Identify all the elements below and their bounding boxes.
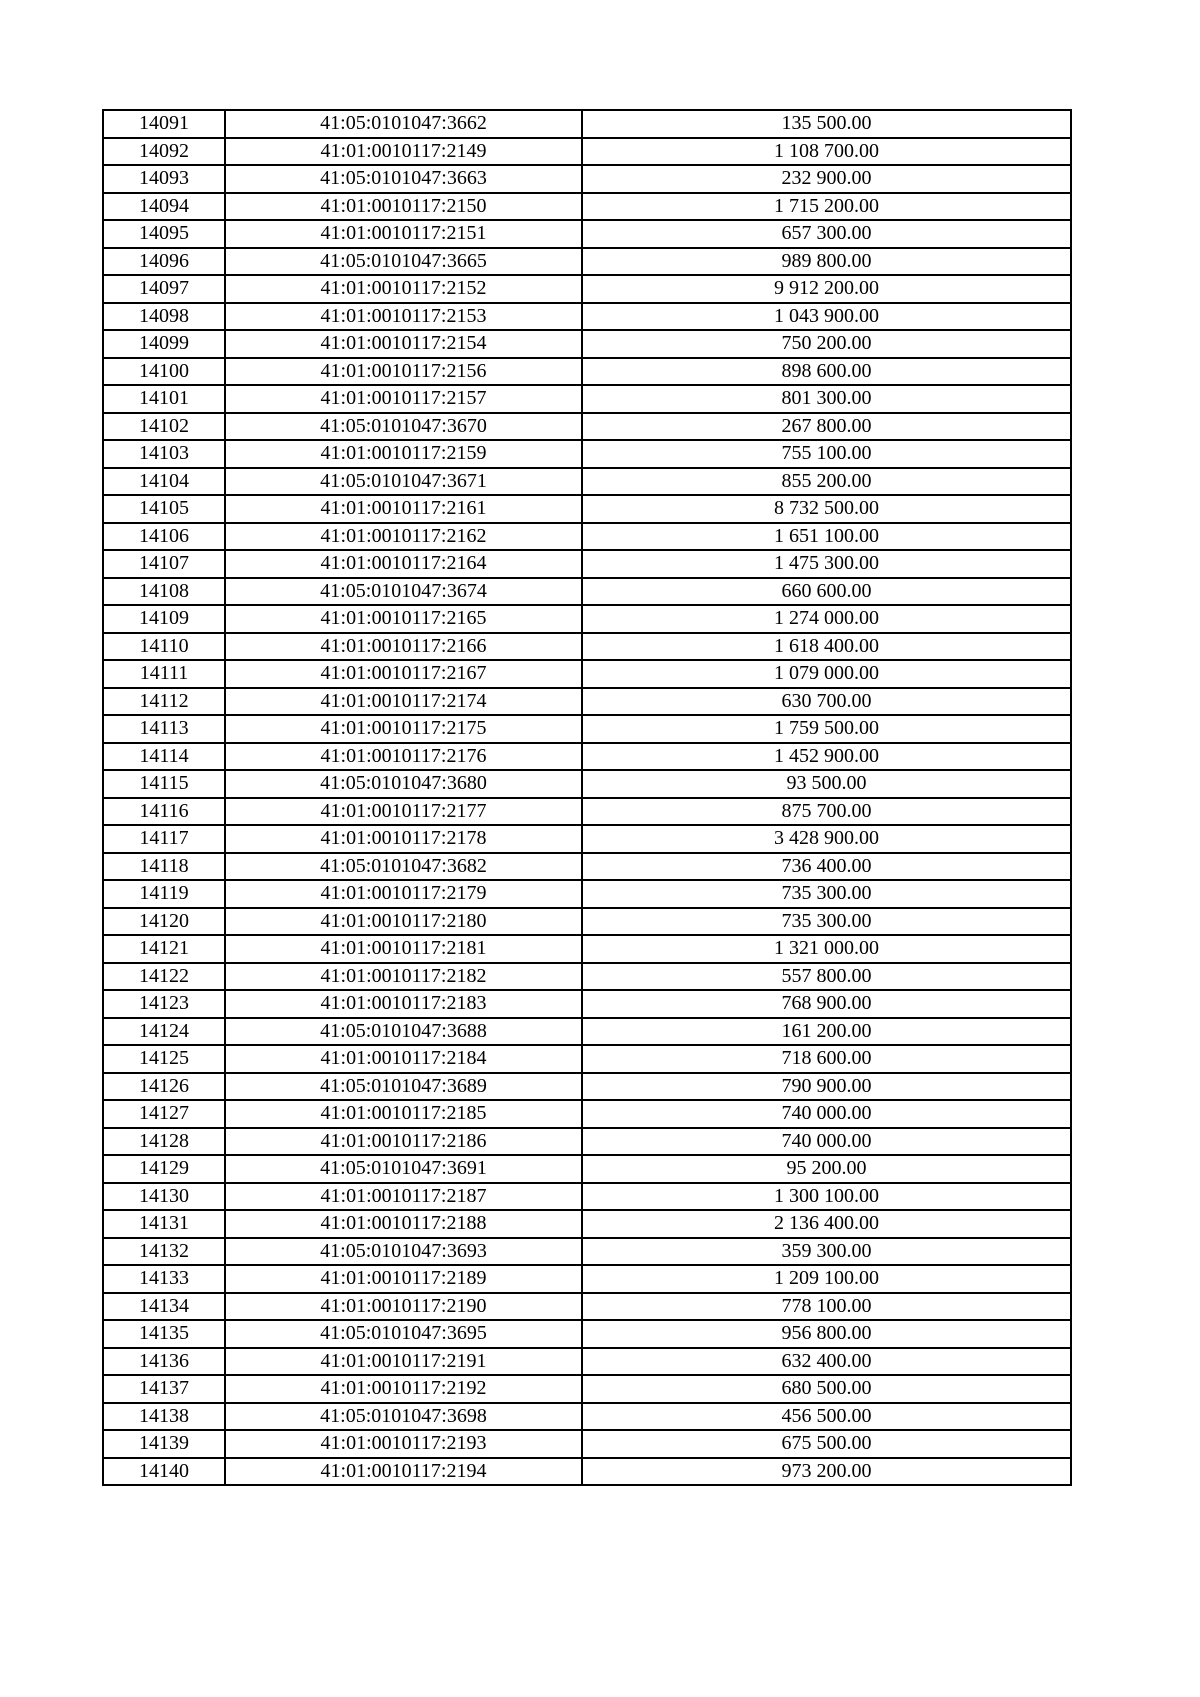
cadastral-number-cell: 41:01:0010117:2176 bbox=[225, 743, 582, 771]
table-row bbox=[103, 1348, 1071, 1376]
cadastral-value-cell: 1 108 700.00 bbox=[582, 138, 1071, 166]
cadastral-number-cell: 41:05:0101047:3691 bbox=[225, 1155, 582, 1183]
cadastral-value-cell: 1 321 000.00 bbox=[582, 935, 1071, 963]
cadastral-number-cell: 41:05:0101047:3688 bbox=[225, 1018, 582, 1046]
cadastral-value-cell: 675 500.00 bbox=[582, 1430, 1071, 1458]
cadastral-value-cell: 557 800.00 bbox=[582, 963, 1071, 991]
table-row bbox=[103, 1100, 1071, 1128]
cadastral-value-cell: 956 800.00 bbox=[582, 1320, 1071, 1348]
cadastral-value-cell: 1 759 500.00 bbox=[582, 715, 1071, 743]
row-number-cell: 14108 bbox=[103, 578, 225, 606]
row-number-cell: 14126 bbox=[103, 1073, 225, 1101]
cadastral-number-cell: 41:01:0010117:2162 bbox=[225, 523, 582, 551]
row-number-cell: 14119 bbox=[103, 880, 225, 908]
cadastral-number-cell: 41:01:0010117:2181 bbox=[225, 935, 582, 963]
cadastral-value-cell: 855 200.00 bbox=[582, 468, 1071, 496]
cadastral-number-cell: 41:01:0010117:2185 bbox=[225, 1100, 582, 1128]
table-row bbox=[103, 110, 1071, 138]
cadastral-number-cell: 41:05:0101047:3682 bbox=[225, 853, 582, 881]
row-number-cell: 14113 bbox=[103, 715, 225, 743]
row-number-cell: 14125 bbox=[103, 1045, 225, 1073]
cadastral-value-cell: 989 800.00 bbox=[582, 248, 1071, 276]
cadastral-value-cell: 660 600.00 bbox=[582, 578, 1071, 606]
row-number-cell: 14135 bbox=[103, 1320, 225, 1348]
table-row bbox=[103, 193, 1071, 221]
cadastral-value-cell: 755 100.00 bbox=[582, 440, 1071, 468]
table-row bbox=[103, 990, 1071, 1018]
table-row bbox=[103, 1045, 1071, 1073]
row-number-cell: 14092 bbox=[103, 138, 225, 166]
row-number-cell: 14138 bbox=[103, 1403, 225, 1431]
cadastral-value-cell: 1 274 000.00 bbox=[582, 605, 1071, 633]
row-number-cell: 14121 bbox=[103, 935, 225, 963]
cadastral-number-cell: 41:01:0010117:2177 bbox=[225, 798, 582, 826]
cadastral-number-cell: 41:01:0010117:2159 bbox=[225, 440, 582, 468]
cadastral-number-cell: 41:01:0010117:2167 bbox=[225, 660, 582, 688]
cadastral-value-cell: 1 651 100.00 bbox=[582, 523, 1071, 551]
cadastral-number-cell: 41:01:0010117:2153 bbox=[225, 303, 582, 331]
row-number-cell: 14094 bbox=[103, 193, 225, 221]
row-number-cell: 14137 bbox=[103, 1375, 225, 1403]
table-row bbox=[103, 1293, 1071, 1321]
table-row bbox=[103, 1265, 1071, 1293]
cadastral-value-cell: 632 400.00 bbox=[582, 1348, 1071, 1376]
cadastral-value-cell: 1 475 300.00 bbox=[582, 550, 1071, 578]
cadastral-number-cell: 41:01:0010117:2174 bbox=[225, 688, 582, 716]
row-number-cell: 14133 bbox=[103, 1265, 225, 1293]
table-row bbox=[103, 413, 1071, 441]
table-row bbox=[103, 688, 1071, 716]
cadastral-value-cell: 778 100.00 bbox=[582, 1293, 1071, 1321]
row-number-cell: 14103 bbox=[103, 440, 225, 468]
row-number-cell: 14134 bbox=[103, 1293, 225, 1321]
table-row bbox=[103, 660, 1071, 688]
table-row bbox=[103, 303, 1071, 331]
cadastral-value-cell: 93 500.00 bbox=[582, 770, 1071, 798]
cadastral-number-cell: 41:01:0010117:2179 bbox=[225, 880, 582, 908]
cadastral-value-cell: 657 300.00 bbox=[582, 220, 1071, 248]
row-number-cell: 14130 bbox=[103, 1183, 225, 1211]
cadastral-value-cell: 1 043 900.00 bbox=[582, 303, 1071, 331]
cadastral-number-cell: 41:01:0010117:2189 bbox=[225, 1265, 582, 1293]
cadastral-value-cell: 718 600.00 bbox=[582, 1045, 1071, 1073]
cadastral-number-cell: 41:05:0101047:3670 bbox=[225, 413, 582, 441]
row-number-cell: 14097 bbox=[103, 275, 225, 303]
cadastral-value-cell: 875 700.00 bbox=[582, 798, 1071, 826]
cadastral-number-cell: 41:05:0101047:3680 bbox=[225, 770, 582, 798]
cadastral-number-cell: 41:01:0010117:2156 bbox=[225, 358, 582, 386]
row-number-cell: 14140 bbox=[103, 1458, 225, 1486]
cadastral-value-cell: 790 900.00 bbox=[582, 1073, 1071, 1101]
cadastral-number-cell: 41:01:0010117:2166 bbox=[225, 633, 582, 661]
row-number-cell: 14124 bbox=[103, 1018, 225, 1046]
cadastral-number-cell: 41:05:0101047:3663 bbox=[225, 165, 582, 193]
cadastral-value-cell: 1 209 100.00 bbox=[582, 1265, 1071, 1293]
cadastral-number-cell: 41:01:0010117:2165 bbox=[225, 605, 582, 633]
cadastral-number-cell: 41:01:0010117:2154 bbox=[225, 330, 582, 358]
table-row bbox=[103, 770, 1071, 798]
cadastral-value-cell: 3 428 900.00 bbox=[582, 825, 1071, 853]
cadastral-value-cell: 1 715 200.00 bbox=[582, 193, 1071, 221]
table-row bbox=[103, 743, 1071, 771]
row-number-cell: 14106 bbox=[103, 523, 225, 551]
cadastral-value-cell: 2 136 400.00 bbox=[582, 1210, 1071, 1238]
cadastral-value-cell: 1 300 100.00 bbox=[582, 1183, 1071, 1211]
cadastral-number-cell: 41:05:0101047:3698 bbox=[225, 1403, 582, 1431]
table-row bbox=[103, 1128, 1071, 1156]
row-number-cell: 14091 bbox=[103, 110, 225, 138]
row-number-cell: 14111 bbox=[103, 660, 225, 688]
cadastral-value-cell: 359 300.00 bbox=[582, 1238, 1071, 1266]
table-row bbox=[103, 578, 1071, 606]
row-number-cell: 14101 bbox=[103, 385, 225, 413]
cadastral-number-cell: 41:05:0101047:3665 bbox=[225, 248, 582, 276]
cadastral-number-cell: 41:01:0010117:2150 bbox=[225, 193, 582, 221]
table-row bbox=[103, 1210, 1071, 1238]
table-row bbox=[103, 550, 1071, 578]
cadastral-number-cell: 41:01:0010117:2188 bbox=[225, 1210, 582, 1238]
row-number-cell: 14104 bbox=[103, 468, 225, 496]
row-number-cell: 14122 bbox=[103, 963, 225, 991]
row-number-cell: 14105 bbox=[103, 495, 225, 523]
cadastral-value-cell: 973 200.00 bbox=[582, 1458, 1071, 1486]
table-row bbox=[103, 825, 1071, 853]
table-row bbox=[103, 1073, 1071, 1101]
row-number-cell: 14116 bbox=[103, 798, 225, 826]
cadastral-number-cell: 41:05:0101047:3693 bbox=[225, 1238, 582, 1266]
table-row bbox=[103, 523, 1071, 551]
row-number-cell: 14098 bbox=[103, 303, 225, 331]
row-number-cell: 14132 bbox=[103, 1238, 225, 1266]
table-row bbox=[103, 248, 1071, 276]
cadastral-number-cell: 41:05:0101047:3662 bbox=[225, 110, 582, 138]
table-row bbox=[103, 633, 1071, 661]
cadastral-value-cell: 9 912 200.00 bbox=[582, 275, 1071, 303]
table-row bbox=[103, 1238, 1071, 1266]
table-row bbox=[103, 853, 1071, 881]
row-number-cell: 14115 bbox=[103, 770, 225, 798]
cadastral-number-cell: 41:01:0010117:2164 bbox=[225, 550, 582, 578]
row-number-cell: 14096 bbox=[103, 248, 225, 276]
table-row bbox=[103, 1183, 1071, 1211]
cadastral-number-cell: 41:01:0010117:2161 bbox=[225, 495, 582, 523]
table-row bbox=[103, 1403, 1071, 1431]
cadastral-number-cell: 41:01:0010117:2175 bbox=[225, 715, 582, 743]
table-row bbox=[103, 1155, 1071, 1183]
cadastral-value-cell: 740 000.00 bbox=[582, 1128, 1071, 1156]
cadastral-value-cell: 1 618 400.00 bbox=[582, 633, 1071, 661]
table-row bbox=[103, 138, 1071, 166]
table-row bbox=[103, 358, 1071, 386]
cadastral-number-cell: 41:01:0010117:2183 bbox=[225, 990, 582, 1018]
cadastral-value-cell: 232 900.00 bbox=[582, 165, 1071, 193]
cadastral-number-cell: 41:05:0101047:3689 bbox=[225, 1073, 582, 1101]
table-row bbox=[103, 880, 1071, 908]
cadastral-value-cell: 801 300.00 bbox=[582, 385, 1071, 413]
row-number-cell: 14112 bbox=[103, 688, 225, 716]
row-number-cell: 14107 bbox=[103, 550, 225, 578]
table-row bbox=[103, 440, 1071, 468]
cadastral-value-cell: 135 500.00 bbox=[582, 110, 1071, 138]
cadastral-number-cell: 41:01:0010117:2187 bbox=[225, 1183, 582, 1211]
table-row bbox=[103, 1430, 1071, 1458]
table-row bbox=[103, 715, 1071, 743]
table-row bbox=[103, 1320, 1071, 1348]
cadastral-value-cell: 768 900.00 bbox=[582, 990, 1071, 1018]
row-number-cell: 14131 bbox=[103, 1210, 225, 1238]
table-row bbox=[103, 495, 1071, 523]
cadastral-number-cell: 41:01:0010117:2151 bbox=[225, 220, 582, 248]
cadastral-value-cell: 161 200.00 bbox=[582, 1018, 1071, 1046]
table-row bbox=[103, 275, 1071, 303]
row-number-cell: 14127 bbox=[103, 1100, 225, 1128]
cadastral-value-cell: 1 452 900.00 bbox=[582, 743, 1071, 771]
table-row bbox=[103, 1375, 1071, 1403]
cadastral-value-cell: 630 700.00 bbox=[582, 688, 1071, 716]
cadastral-value-cell: 750 200.00 bbox=[582, 330, 1071, 358]
table-row bbox=[103, 1018, 1071, 1046]
row-number-cell: 14095 bbox=[103, 220, 225, 248]
cadastral-number-cell: 41:01:0010117:2182 bbox=[225, 963, 582, 991]
row-number-cell: 14117 bbox=[103, 825, 225, 853]
table-row bbox=[103, 165, 1071, 193]
cadastral-value-cell: 456 500.00 bbox=[582, 1403, 1071, 1431]
cadastral-number-cell: 41:01:0010117:2180 bbox=[225, 908, 582, 936]
table-body bbox=[103, 110, 1071, 1485]
cadastral-number-cell: 41:01:0010117:2191 bbox=[225, 1348, 582, 1376]
cadastral-value-cell: 735 300.00 bbox=[582, 880, 1071, 908]
table-row bbox=[103, 385, 1071, 413]
cadastral-number-cell: 41:01:0010117:2157 bbox=[225, 385, 582, 413]
cadastral-number-cell: 41:05:0101047:3671 bbox=[225, 468, 582, 496]
row-number-cell: 14129 bbox=[103, 1155, 225, 1183]
table-row bbox=[103, 798, 1071, 826]
cadastral-number-cell: 41:01:0010117:2193 bbox=[225, 1430, 582, 1458]
table-row bbox=[103, 963, 1071, 991]
row-number-cell: 14102 bbox=[103, 413, 225, 441]
row-number-cell: 14100 bbox=[103, 358, 225, 386]
cadastral-value-cell: 8 732 500.00 bbox=[582, 495, 1071, 523]
cadastral-number-cell: 41:05:0101047:3695 bbox=[225, 1320, 582, 1348]
table-row bbox=[103, 1458, 1071, 1486]
table-row bbox=[103, 935, 1071, 963]
row-number-cell: 14093 bbox=[103, 165, 225, 193]
table-row bbox=[103, 330, 1071, 358]
cadastral-number-cell: 41:01:0010117:2190 bbox=[225, 1293, 582, 1321]
row-number-cell: 14136 bbox=[103, 1348, 225, 1376]
cadastral-number-cell: 41:01:0010117:2149 bbox=[225, 138, 582, 166]
table-row bbox=[103, 468, 1071, 496]
cadastral-number-cell: 41:01:0010117:2152 bbox=[225, 275, 582, 303]
row-number-cell: 14123 bbox=[103, 990, 225, 1018]
row-number-cell: 14099 bbox=[103, 330, 225, 358]
row-number-cell: 14110 bbox=[103, 633, 225, 661]
cadastral-value-cell: 267 800.00 bbox=[582, 413, 1071, 441]
cadastral-number-cell: 41:05:0101047:3674 bbox=[225, 578, 582, 606]
cadastral-value-cell: 1 079 000.00 bbox=[582, 660, 1071, 688]
row-number-cell: 14120 bbox=[103, 908, 225, 936]
row-number-cell: 14139 bbox=[103, 1430, 225, 1458]
cadastral-number-cell: 41:01:0010117:2194 bbox=[225, 1458, 582, 1486]
row-number-cell: 14109 bbox=[103, 605, 225, 633]
row-number-cell: 14118 bbox=[103, 853, 225, 881]
cadastral-number-cell: 41:01:0010117:2178 bbox=[225, 825, 582, 853]
cadastral-number-cell: 41:01:0010117:2186 bbox=[225, 1128, 582, 1156]
table-row bbox=[103, 605, 1071, 633]
cadastral-value-cell: 736 400.00 bbox=[582, 853, 1071, 881]
cadastral-value-cell: 95 200.00 bbox=[582, 1155, 1071, 1183]
table-row bbox=[103, 220, 1071, 248]
cadastral-value-cell: 898 600.00 bbox=[582, 358, 1071, 386]
cadastral-number-cell: 41:01:0010117:2184 bbox=[225, 1045, 582, 1073]
cadastral-value-table bbox=[102, 109, 1072, 1486]
table-row bbox=[103, 908, 1071, 936]
cadastral-value-cell: 735 300.00 bbox=[582, 908, 1071, 936]
row-number-cell: 14128 bbox=[103, 1128, 225, 1156]
cadastral-value-cell: 680 500.00 bbox=[582, 1375, 1071, 1403]
row-number-cell: 14114 bbox=[103, 743, 225, 771]
cadastral-value-cell: 740 000.00 bbox=[582, 1100, 1071, 1128]
cadastral-number-cell: 41:01:0010117:2192 bbox=[225, 1375, 582, 1403]
